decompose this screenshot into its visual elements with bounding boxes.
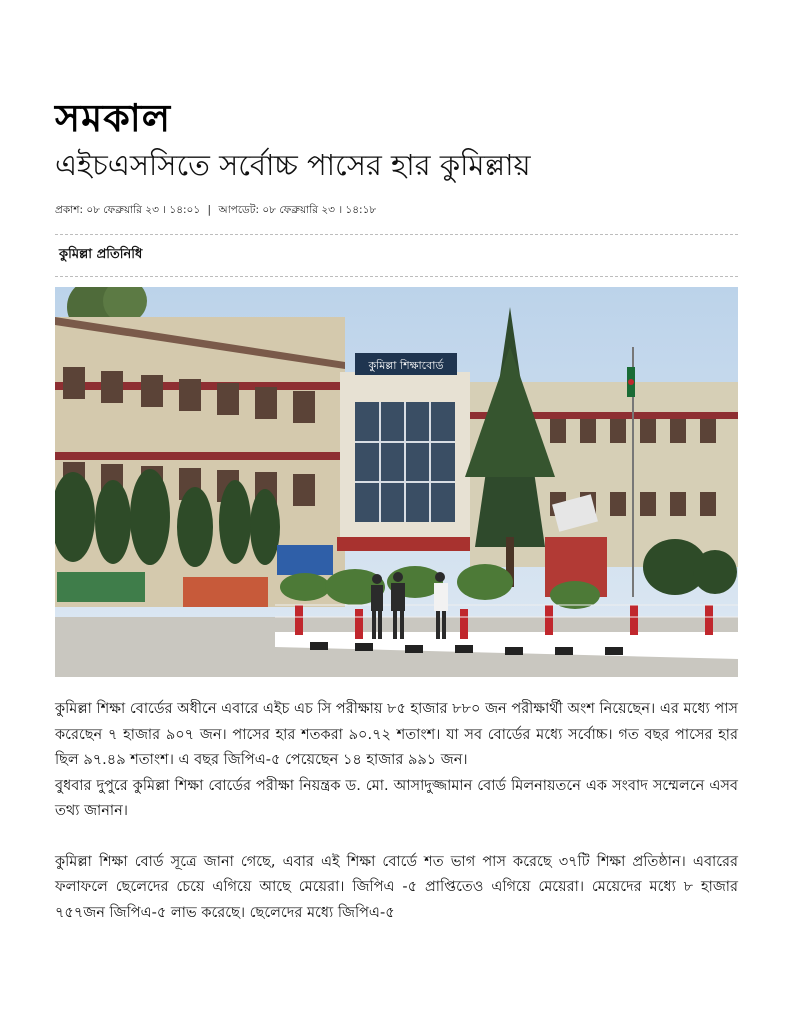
article <box>55 95 738 926</box>
published-time: প্রকাশ: ০৮ ফেব্রুয়ারি ২৩ । ১৪:০১ <box>55 204 201 216</box>
article-body <box>55 697 738 926</box>
updated-time: আপডেট: ০৮ ফেব্রুয়ারি ২৩ । ১৪:১৮ <box>218 204 377 216</box>
divider-bottom <box>55 276 738 277</box>
paragraph-2: বুধবার দুপুরে কুমিল্লা শিক্ষা বোর্ডের পরীক্ষা নিয়ন্ত্রক ড. মো. আসাদুজ্জামান বোর্ড মিলনায়তনে এক সংবাদ সম্মেলনে এসব তথ্য জানান। <box>55 777 738 819</box>
building-sign: কুমিল্লা শিক্ষাবোর্ড <box>368 359 444 372</box>
article-headline: এইচএসসিতে সর্বোচ্চ পাসের হার কুমিল্লায় <box>55 148 531 182</box>
paragraph-1: কুমিল্লা শিক্ষা বোর্ডের অধীনে এবারে এইচ এচ সি পরীক্ষায় ৮৫ হাজার ৮৮০ জন পরীক্ষার্থী অংশ নিয়েছেন। এর মধ্যে পাস করেছেন ৭ হাজার ৯০৭ জন। পাসের হার শতকরা ৯০.৭২ শতাংশ। যা সব বোর্ডের মধ্যে সর্বোচ্চ। গত বছর পাসের হার ছিল ৯৭.৪৯ শতাংশ। এ বছর জিপিএ-৫ পেয়েছেন ১৪ হাজার ৯৯১ জন। <box>55 701 738 768</box>
byline: কুমিল্লা প্রতিনিধি <box>59 247 143 262</box>
paragraph-3: কুমিল্লা শিক্ষা বোর্ড সূত্রে জানা গেছে, এবার এই শিক্ষা বোর্ডে শত ভাগ পাস করেছে ৩৭টি শিক্ষা প্রতিষ্ঠান। এবারের ফলাফলে ছেলেদের চেয়ে এগিয়ে আছে মেয়েরা। জিপিএ -৫ প্রাপ্তিতেও এগিয়ে মেয়েরা। মেয়েদের মধ্যে ৮ হাজার ৭৫৭জন জিপিএ-৫ লাভ করেছে। ছেলেদের মধ্যে জিপিএ-৫ <box>55 853 738 921</box>
article-meta <box>55 203 738 220</box>
newspaper-logo[interactable]: সমকাল <box>55 95 172 140</box>
article-photo <box>55 287 738 677</box>
meta-divider: | <box>207 204 212 216</box>
